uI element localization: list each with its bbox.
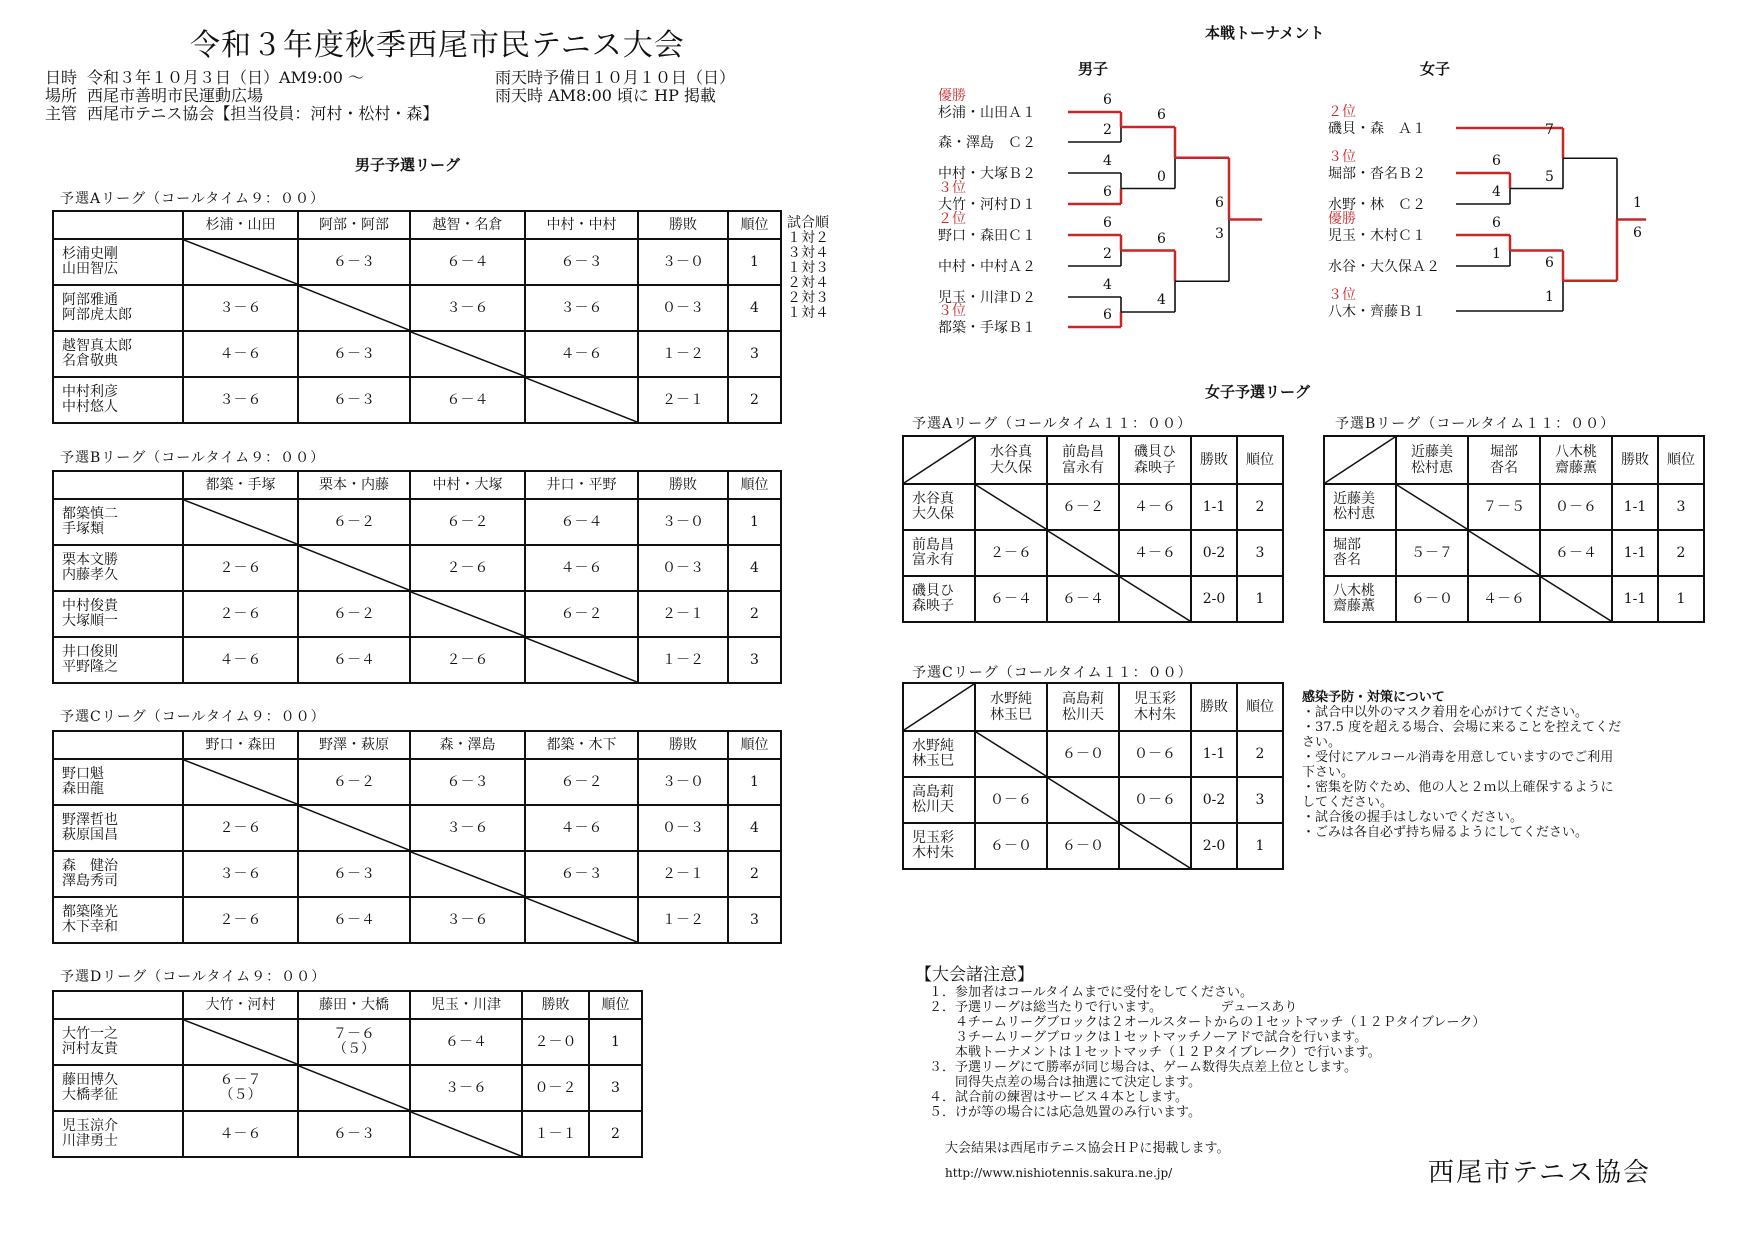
bracket-entry: 堀部・沓名Ｂ２ <box>1328 166 1426 182</box>
league-title: 予選Bリーグ（コールタイム９：００） <box>60 450 326 466</box>
win-loss-cell: ０－３ <box>638 285 728 331</box>
player-names: 越智真太郎 名倉敬典 <box>53 331 183 377</box>
score-final: 3 <box>1215 225 1224 242</box>
bracket-entry: 児玉・川津Ｄ２ <box>938 290 1036 306</box>
self-match-cell <box>975 731 1047 777</box>
league-title: 予選Cリーグ（コールタイム９：００） <box>60 709 326 725</box>
bracket-entry: 児玉・木村Ｃ１ <box>1328 228 1426 244</box>
infection-body: ・試合中以外のマスク着用を心がけてください。 ・37.5 度を超える場合、会場に来ることを控えてくだ さい。 ・受付にアルコール消毒を用意していますのでご利用 下さい。 ・密集を防ぐため、他の人と２ｍ以上確保するように してください。 ・試合後の握手はしないでください。 ・ごみは各自必ず持ち帰るようにしてください。 <box>1302 705 1622 840</box>
score-cell: ４－６ <box>183 637 298 683</box>
win-loss-cell: ３－０ <box>638 759 728 805</box>
header-team: 前島昌 富永有 <box>1047 436 1119 484</box>
score-cell: ６－４ <box>410 239 525 285</box>
rank-cell: 2 <box>1237 731 1283 777</box>
score-cell: ３－６ <box>183 285 298 331</box>
rank-cell: 4 <box>728 805 781 851</box>
score-r1: 6 <box>1103 92 1112 108</box>
win-loss-cell: ３－０ <box>638 499 728 545</box>
header-corner <box>1324 436 1396 484</box>
rank-cell: 3 <box>589 1065 642 1111</box>
league-title: 予選Aリーグ（コールタイム１１：００） <box>912 416 1192 432</box>
league-header-row <box>903 436 1283 484</box>
header-rank: 順位 <box>1237 436 1283 484</box>
win-loss-cell: 1-1 <box>1612 576 1658 622</box>
bracket-entry: 杉浦・山田Ａ１ <box>938 105 1036 121</box>
win-loss-cell: １－２ <box>638 331 728 377</box>
league-title: 予選Aリーグ（コールタイム９：００） <box>60 191 325 207</box>
rank-cell: 1 <box>728 499 781 545</box>
placement-label: 優勝 <box>938 88 966 104</box>
rank-cell: 3 <box>1237 777 1283 823</box>
header-rank: 順位 <box>1658 436 1704 484</box>
self-match-cell <box>1540 576 1612 622</box>
header-wl: 勝敗 <box>638 471 728 499</box>
score-final: 1 <box>1633 194 1642 211</box>
rank-cell: 4 <box>728 545 781 591</box>
page-title: 令和３年度秋季西尾市民テニス大会 <box>190 28 685 63</box>
table-row <box>903 576 1283 622</box>
placement-label: ３位 <box>938 303 966 319</box>
league-title: 予選Dリーグ（コールタイム９：００） <box>60 969 327 985</box>
score-cell: ６－３ <box>298 239 410 285</box>
score-cell: ３－６ <box>410 805 525 851</box>
league-table <box>902 435 1284 623</box>
infection-notes <box>1302 686 1621 840</box>
score-cell: ６－２ <box>298 499 410 545</box>
score-final: 6 <box>1215 194 1224 211</box>
header-team: 堀部 沓名 <box>1468 436 1540 484</box>
self-match-cell <box>1119 576 1191 622</box>
player-names: 磯貝ひ 森映子 <box>903 576 975 622</box>
rank-cell: 3 <box>728 637 781 683</box>
table-row <box>903 484 1283 530</box>
table-row <box>903 530 1283 576</box>
score-sf: 6 <box>1545 254 1554 271</box>
rank-cell: 2 <box>728 851 781 897</box>
header-team: 磯貝ひ 森映子 <box>1119 436 1191 484</box>
score-cell: ２－６ <box>975 530 1047 576</box>
score-qf: 6 <box>1492 215 1501 231</box>
score-cell: ３－６ <box>525 285 638 331</box>
score-r1: 2 <box>1103 246 1112 262</box>
score-qf: 1 <box>1492 246 1501 262</box>
score-cell: ６－０ <box>1047 731 1119 777</box>
win-loss-cell: １－２ <box>638 897 728 943</box>
score-cell: ２－６ <box>410 545 525 591</box>
infection-title: 感染予防・対策について <box>1302 690 1445 705</box>
score-cell: ０－６ <box>1119 731 1191 777</box>
self-match-cell <box>1119 823 1191 869</box>
table-row <box>903 823 1283 869</box>
header-team: 大竹・河村 <box>183 991 298 1019</box>
score-cell: ２－６ <box>183 897 298 943</box>
score-cell: ２－６ <box>183 545 298 591</box>
player-names: 高島莉 松川天 <box>903 777 975 823</box>
table-row <box>903 731 1283 777</box>
rank-cell: 2 <box>1658 530 1704 576</box>
rain-notice: 雨天時 AM8:00 頃に HP 掲載 <box>495 86 716 105</box>
header-team: 森・澤島 <box>410 731 525 759</box>
association-url[interactable]: http://www.nishiotennis.sakura.ne.jp/ <box>945 1166 1173 1180</box>
score-cell: ６－２ <box>298 591 410 637</box>
player-names: 児玉涼介 川津勇士 <box>53 1111 183 1157</box>
score-cell: ７－５ <box>1468 484 1540 530</box>
player-names: 前島昌 富永有 <box>903 530 975 576</box>
header-team: 児玉彩 木村朱 <box>1119 683 1191 731</box>
league-header-row <box>903 683 1283 731</box>
score-cell: ６－４ <box>1540 530 1612 576</box>
header-team: 阿部・阿部 <box>298 211 410 239</box>
header-wl: 勝敗 <box>638 211 728 239</box>
match-order: 試合順 １対２ ３対４ １対３ ２対４ ２対３ １対４ <box>787 215 829 321</box>
rank-cell: 2 <box>1237 484 1283 530</box>
player-names: 都築慎二 手塚類 <box>53 499 183 545</box>
score-qf: 6 <box>1492 153 1501 169</box>
win-loss-cell: ０－３ <box>638 805 728 851</box>
score-cell: ５－７ <box>1396 530 1468 576</box>
self-match-cell <box>1468 530 1540 576</box>
player-names: 栗本文勝 内藤孝久 <box>53 545 183 591</box>
player-names: 水野純 林玉巳 <box>903 731 975 777</box>
score-cell: ３－６ <box>183 377 298 423</box>
header-corner <box>903 683 975 731</box>
header-team: 野口・森田 <box>183 731 298 759</box>
win-loss-cell: ２－１ <box>638 851 728 897</box>
score-cell: ６－３ <box>298 1111 410 1157</box>
player-names: 堀部 沓名 <box>1324 530 1396 576</box>
header-wl: 勝敗 <box>1191 683 1237 731</box>
score-r1: 6 <box>1103 215 1112 231</box>
rain-reserve-day: 雨天時予備日１０月１０日（日） <box>495 68 736 87</box>
score-cell: ６－３ <box>410 759 525 805</box>
header-team: 栗本・内藤 <box>298 471 410 499</box>
score-cell: ６－２ <box>1047 484 1119 530</box>
player-names: 大竹一之 河村友貴 <box>53 1019 183 1065</box>
header-wl: 勝敗 <box>638 731 728 759</box>
score-final: 6 <box>1633 224 1642 241</box>
header-team: 児玉・川津 <box>410 991 522 1019</box>
header-team: 近藤美 松村恵 <box>1396 436 1468 484</box>
player-names: 児玉彩 木村朱 <box>903 823 975 869</box>
bracket-entry: 中村・大塚Ｂ２ <box>938 166 1036 182</box>
win-loss-cell: 1-1 <box>1191 731 1237 777</box>
bracket-entry: 都築・手塚Ｂ１ <box>938 320 1036 336</box>
rank-cell: 2 <box>728 591 781 637</box>
player-names: 藤田博久 大橋孝征 <box>53 1065 183 1111</box>
score-sf: 7 <box>1545 122 1554 138</box>
score-cell: ６－７ （５） <box>183 1065 298 1111</box>
header-team: 中村・中村 <box>525 211 638 239</box>
score-cell: ６－０ <box>975 823 1047 869</box>
header-rank: 順位 <box>728 471 781 499</box>
score-sf: 1 <box>1545 289 1554 305</box>
score-r2: 4 <box>1157 292 1166 308</box>
player-names: 中村利彦 中村悠人 <box>53 377 183 423</box>
score-cell: ６－４ <box>410 1019 522 1065</box>
score-cell: ４－６ <box>1119 530 1191 576</box>
score-r2: 6 <box>1157 107 1166 123</box>
info-date: 日時 令和３年１０月３日（日）AM9:00 ～ <box>45 68 364 87</box>
league-title: 予選Cリーグ（コールタイム１１：００） <box>912 665 1193 681</box>
win-loss-cell: 1-1 <box>1191 484 1237 530</box>
rank-cell: 3 <box>1237 530 1283 576</box>
womens-prelim-title: 女子予選リーグ <box>1205 383 1311 401</box>
header-team: 杉浦・山田 <box>183 211 298 239</box>
header-corner <box>903 436 975 484</box>
placement-label: 優勝 <box>1328 211 1356 227</box>
player-names: 都築隆光 木下幸和 <box>53 897 183 943</box>
header-team: 水野純 林玉巳 <box>975 683 1047 731</box>
score-cell: ６－２ <box>525 591 638 637</box>
bracket-entry: 八木・齊藤Ｂ１ <box>1328 304 1426 320</box>
score-cell: ６－４ <box>298 897 410 943</box>
rules-body: １．参加者はコールタイムまでに受付をしてください。 ２．予選リーグは総当たりで行います。 デュースあり ４チームリーグブロックは２オールスタートからの１セットマッチ（１２Ｐタイブレーク） ３チームリーグブロックは１セットマッチノーアドで試合を行います。 本戦トーナメントは１セットマッチ（１２Ｐタイブレーク）で行います。 ３．予選リーグにて勝率が同じ場合は、ゲーム数得失点差上位とします。 同得失点差の場合は抽選にて決定します。 ４．試合前の練習はサービス４本とします。 ５．けが等の場合には応急処置のみ行います。 <box>929 985 1486 1120</box>
score-cell: ０－６ <box>1540 484 1612 530</box>
header-team: 都築・手塚 <box>183 471 298 499</box>
table-row <box>903 777 1283 823</box>
rank-cell: 1 <box>1658 576 1704 622</box>
association-name: 西尾市テニス協会 <box>1428 1158 1651 1188</box>
win-loss-cell: ２－１ <box>638 377 728 423</box>
header-rank: 順位 <box>1237 683 1283 731</box>
header-wl: 勝敗 <box>522 991 589 1019</box>
rank-cell: 1 <box>589 1019 642 1065</box>
header-team: 藤田・大橋 <box>298 991 410 1019</box>
score-cell: ６－０ <box>1396 576 1468 622</box>
header-team: 都築・木下 <box>525 731 638 759</box>
score-cell: ６－３ <box>298 377 410 423</box>
placement-label: ２位 <box>938 211 966 227</box>
result-note: 大会結果は西尾市テニス協会ＨＰに掲載します。 <box>945 1141 1230 1156</box>
info-organizer: 主管 西尾市テニス協会【担当役員：河村・松村・森】 <box>45 104 439 123</box>
player-names: 野口魁 森田龍 <box>53 759 183 805</box>
score-r1: 6 <box>1103 307 1112 323</box>
self-match-cell <box>1047 530 1119 576</box>
score-r1: 4 <box>1103 153 1112 169</box>
score-cell: ６－３ <box>525 851 638 897</box>
placement-label: ２位 <box>1328 104 1356 120</box>
header-team: 中村・大塚 <box>410 471 525 499</box>
player-names: 野澤哲也 萩原国昌 <box>53 805 183 851</box>
info-venue: 場所 西尾市善明市民運動広場 <box>45 86 264 105</box>
score-cell: ３－６ <box>183 851 298 897</box>
rank-cell: 2 <box>728 377 781 423</box>
header-wl: 勝敗 <box>1612 436 1658 484</box>
win-loss-cell: 2-0 <box>1191 823 1237 869</box>
score-cell: ４－６ <box>183 1111 298 1157</box>
header-team: 越智・名倉 <box>410 211 525 239</box>
win-loss-cell: 0-2 <box>1191 530 1237 576</box>
self-match-cell <box>1396 484 1468 530</box>
win-loss-cell: ３－０ <box>638 239 728 285</box>
placement-label: ３位 <box>1328 149 1356 165</box>
score-cell: ３－６ <box>410 1065 522 1111</box>
score-cell: ４－６ <box>525 805 638 851</box>
score-cell: ０－６ <box>975 777 1047 823</box>
table-row <box>1324 576 1704 622</box>
win-loss-cell: ２－１ <box>638 591 728 637</box>
score-cell: ６－２ <box>298 759 410 805</box>
men-bracket-title: 男子 <box>1078 60 1109 78</box>
rules-title: 【大会諸注意】 <box>915 965 1034 985</box>
score-cell: ６－２ <box>410 499 525 545</box>
score-cell: ６－０ <box>1047 823 1119 869</box>
score-cell: ６－３ <box>525 239 638 285</box>
rank-cell: 1 <box>1237 576 1283 622</box>
win-loss-cell: 1-1 <box>1612 530 1658 576</box>
header-team: 高島莉 松川天 <box>1047 683 1119 731</box>
score-cell: ６－４ <box>1047 576 1119 622</box>
league-table <box>902 682 1284 870</box>
bracket-entry: 野口・森田Ｃ１ <box>938 228 1036 244</box>
header-team: 水谷真 大久保 <box>975 436 1047 484</box>
mens-prelim-title: 男子予選リーグ <box>355 156 461 174</box>
win-loss-cell: ２－０ <box>522 1019 589 1065</box>
rank-cell: 3 <box>728 331 781 377</box>
score-cell: ６－４ <box>298 637 410 683</box>
score-r1: 6 <box>1103 184 1112 200</box>
placement-label: ３位 <box>1328 287 1356 303</box>
score-qf: 4 <box>1492 184 1501 200</box>
score-cell: ４－６ <box>183 331 298 377</box>
score-cell: ６－４ <box>525 499 638 545</box>
table-row <box>1324 530 1704 576</box>
rules-section <box>915 960 1485 1120</box>
header-rank: 順位 <box>589 991 642 1019</box>
bracket-entry: 水野・林 Ｃ２ <box>1328 197 1426 213</box>
player-names: 中村俊貴 大塚順一 <box>53 591 183 637</box>
score-sf: 5 <box>1545 168 1554 185</box>
women-bracket-title: 女子 <box>1420 60 1451 78</box>
header-team: 井口・平野 <box>525 471 638 499</box>
self-match-cell <box>1047 777 1119 823</box>
score-cell: ４－６ <box>1468 576 1540 622</box>
player-names: 森 健治 澤島秀司 <box>53 851 183 897</box>
win-loss-cell: ０－２ <box>522 1065 589 1111</box>
header-team: 八木桃 齋藤薫 <box>1540 436 1612 484</box>
score-cell: ３－６ <box>410 285 525 331</box>
score-cell: ３－６ <box>410 897 525 943</box>
score-cell: ６－３ <box>298 331 410 377</box>
league-header-row <box>1324 436 1704 484</box>
score-cell: ２－６ <box>410 637 525 683</box>
score-cell: ２－６ <box>183 591 298 637</box>
rank-cell: 1 <box>728 239 781 285</box>
rank-cell: 3 <box>1658 484 1704 530</box>
player-names: 八木桃 齋藤薫 <box>1324 576 1396 622</box>
self-match-cell <box>975 484 1047 530</box>
score-r1: 2 <box>1103 122 1112 138</box>
bracket-entry: 中村・中村Ａ２ <box>938 259 1036 275</box>
player-names: 水谷真 大久保 <box>903 484 975 530</box>
table-row <box>1324 484 1704 530</box>
score-r2: 0 <box>1157 168 1166 185</box>
bracket-entry: 大竹・河村Ｄ１ <box>938 197 1036 213</box>
player-names: 井口俊則 平野隆之 <box>53 637 183 683</box>
header-rank: 順位 <box>728 211 781 239</box>
win-loss-cell: 2-0 <box>1191 576 1237 622</box>
score-cell: ６－４ <box>975 576 1047 622</box>
header-wl: 勝敗 <box>1191 436 1237 484</box>
win-loss-cell: ０－３ <box>638 545 728 591</box>
bracket-entry: 磯貝・森 Ａ１ <box>1328 121 1426 137</box>
score-r2: 6 <box>1157 230 1166 247</box>
score-cell: ６－４ <box>410 377 525 423</box>
player-names: 杉浦史剛 山田智広 <box>53 239 183 285</box>
placement-label: ３位 <box>938 180 966 196</box>
tournament-title: 本戦トーナメント <box>1205 24 1325 42</box>
rank-cell: 4 <box>728 285 781 331</box>
header-team: 野澤・萩原 <box>298 731 410 759</box>
win-loss-cell: 0-2 <box>1191 777 1237 823</box>
player-names: 近藤美 松村恵 <box>1324 484 1396 530</box>
rank-cell: 1 <box>1237 823 1283 869</box>
rank-cell: 3 <box>728 897 781 943</box>
bracket-entry: 森・澤島 Ｃ２ <box>938 135 1036 151</box>
rank-cell: 1 <box>728 759 781 805</box>
league-table <box>1323 435 1705 623</box>
score-cell: ４－６ <box>525 545 638 591</box>
header-rank: 順位 <box>728 731 781 759</box>
score-cell: ６－２ <box>525 759 638 805</box>
score-r1: 4 <box>1103 277 1112 293</box>
score-cell: ２－６ <box>183 805 298 851</box>
win-loss-cell: １－２ <box>638 637 728 683</box>
player-names: 阿部雅通 阿部虎太郎 <box>53 285 183 331</box>
bracket-entry: 水谷・大久保Ａ２ <box>1328 259 1440 275</box>
score-cell: ４－６ <box>525 331 638 377</box>
score-cell: ７－６ （５） <box>298 1019 410 1065</box>
score-cell: ４－６ <box>1119 484 1191 530</box>
rank-cell: 2 <box>589 1111 642 1157</box>
win-loss-cell: １－１ <box>522 1111 589 1157</box>
win-loss-cell: 1-1 <box>1612 484 1658 530</box>
score-cell: ６－３ <box>298 851 410 897</box>
score-cell: ０－６ <box>1119 777 1191 823</box>
league-title: 予選Bリーグ（コールタイム１１：００） <box>1335 416 1616 432</box>
